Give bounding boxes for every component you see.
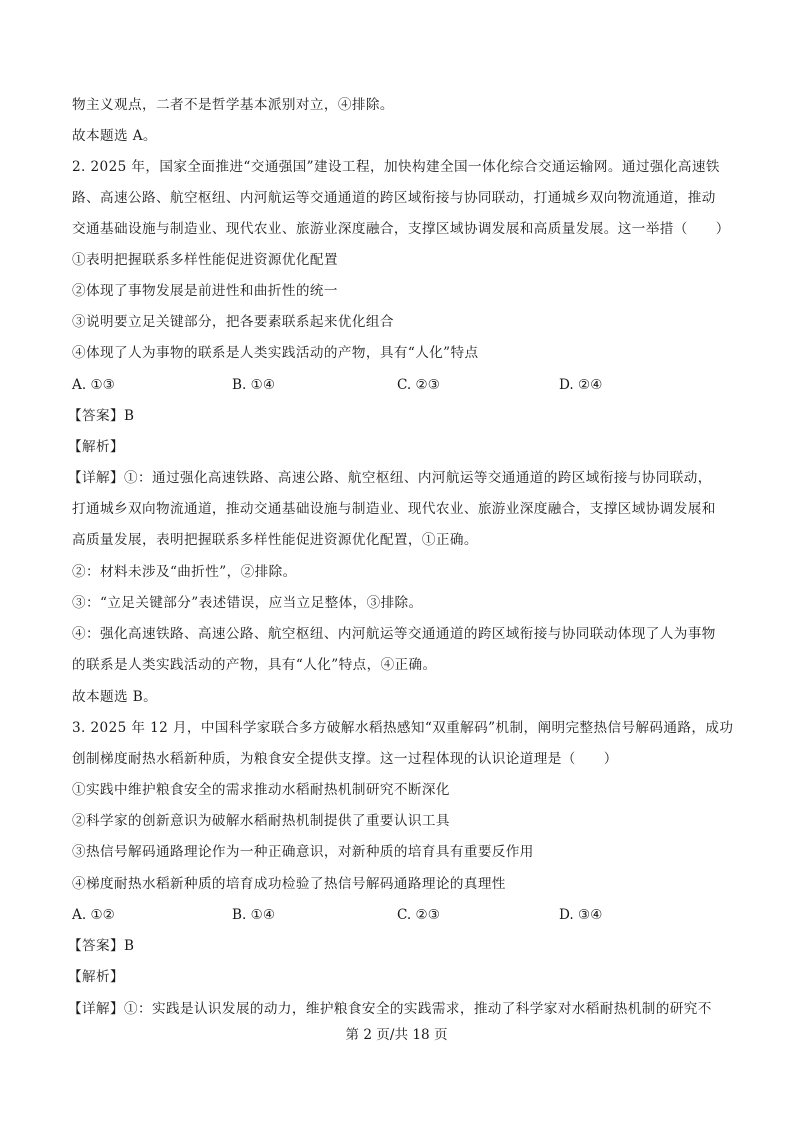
text-line: 打通城乡双向物流通道，推动交通基础设施与制造业、现代农业、旅游业深度融合，支撑区域协调发展和: [72, 501, 716, 517]
text-line: ③：“立足关键部分”表述错误，应当立足整体，③排除。: [72, 595, 423, 611]
answer-tag: 【答案】B: [68, 938, 135, 954]
text-line: 故本题选 A。: [72, 128, 157, 144]
statement-4: ④体现了人为事物的联系是人类实践活动的产物，具有“人化”特点: [72, 345, 479, 361]
option-c: C. ②③: [397, 907, 440, 923]
answer-options: [72, 906, 722, 924]
option-b: B. ①④: [232, 907, 276, 923]
analysis-tag: 【解析】: [68, 969, 124, 985]
answer-options: [72, 376, 722, 394]
page-footer: 第 2 页/共 18 页: [345, 1027, 448, 1043]
question-3-line: 3. 2025 年 12 月，中国科学家联合多方破解水稻热感知“双重解码”机制，阐明完整热信号解码通路，成功: [72, 720, 734, 736]
text-line: 物主义观点，二者不是哲学基本派别对立，④排除。: [72, 97, 394, 113]
detail-line: 【详解】①：通过强化高速铁路、高速公路、航空枢纽、内河航运等交通通道的跨区域衔接与协同联动，: [68, 470, 712, 486]
statement-3: ③说明要立足关键部分，把各要素联系起来优化组合: [72, 314, 394, 330]
text-line: 的联系是人类实践活动的产物，具有“人化”特点，④正确。: [72, 657, 437, 673]
option-a: A. ①②: [72, 907, 115, 923]
text-line: 交通基础设施与制造业、现代农业、旅游业深度融合，支撑区域协调发展和高质量发展。这一举措（ ）: [72, 221, 730, 237]
question-2-line: 2. 2025 年，国家全面推进“交通强国”建设工程，加快构建全国一体化综合交通运输网。通过强化高速铁: [72, 159, 720, 175]
option-c: C. ②③: [397, 377, 440, 393]
analysis-tag: 【解析】: [68, 439, 124, 455]
statement-2: ②科学家的创新意识为破解水稻耐热机制提供了重要认识工具: [72, 813, 450, 829]
statement-2: ②体现了事物发展是前进性和曲折性的统一: [72, 283, 338, 299]
statement-1: ①表明把握联系多样性能促进资源优化配置: [72, 252, 338, 268]
text-line: 故本题选 B。: [72, 689, 158, 705]
statement-3: ③热信号解码通路理论作为一种正确意识，对新种质的培育具有重要反作用: [72, 844, 534, 860]
option-a: A. ①③: [72, 377, 115, 393]
answer-tag: 【答案】B: [68, 408, 135, 424]
option-b: B. ①④: [232, 377, 276, 393]
statement-4: ④梯度耐热水稻新种质的培育成功检验了热信号解码通路理论的真理性: [72, 876, 506, 892]
detail-line: 【详解】①：实践是认识发展的动力，维护粮食安全的实践需求，推动了科学家对水稻耐热机制的研究不: [68, 1001, 712, 1017]
option-d: D. ②④: [559, 377, 603, 393]
text-line: 路、高速公路、航空枢纽、内河航运等交通通道的跨区域衔接与协同联动，打通城乡双向物流通道，推动: [72, 190, 716, 206]
statement-1: ①实践中维护粮食安全的需求推动水稻耐热机制研究不断深化: [72, 782, 450, 798]
text-line: ④：强化高速铁路、高速公路、航空枢纽、内河航运等交通通道的跨区域衔接与协同联动体现了人为事物: [72, 626, 716, 642]
option-d: D. ③④: [559, 907, 603, 923]
text-line: ②：材料未涉及“曲折性”，②排除。: [72, 564, 297, 580]
text-line: 高质量发展，表明把握联系多样性能促进资源优化配置，①正确。: [72, 532, 478, 548]
text-line: 创制梯度耐热水稻新种质，为粮食安全提供支撑。这一过程体现的认识论道理是（ ）: [72, 751, 618, 767]
